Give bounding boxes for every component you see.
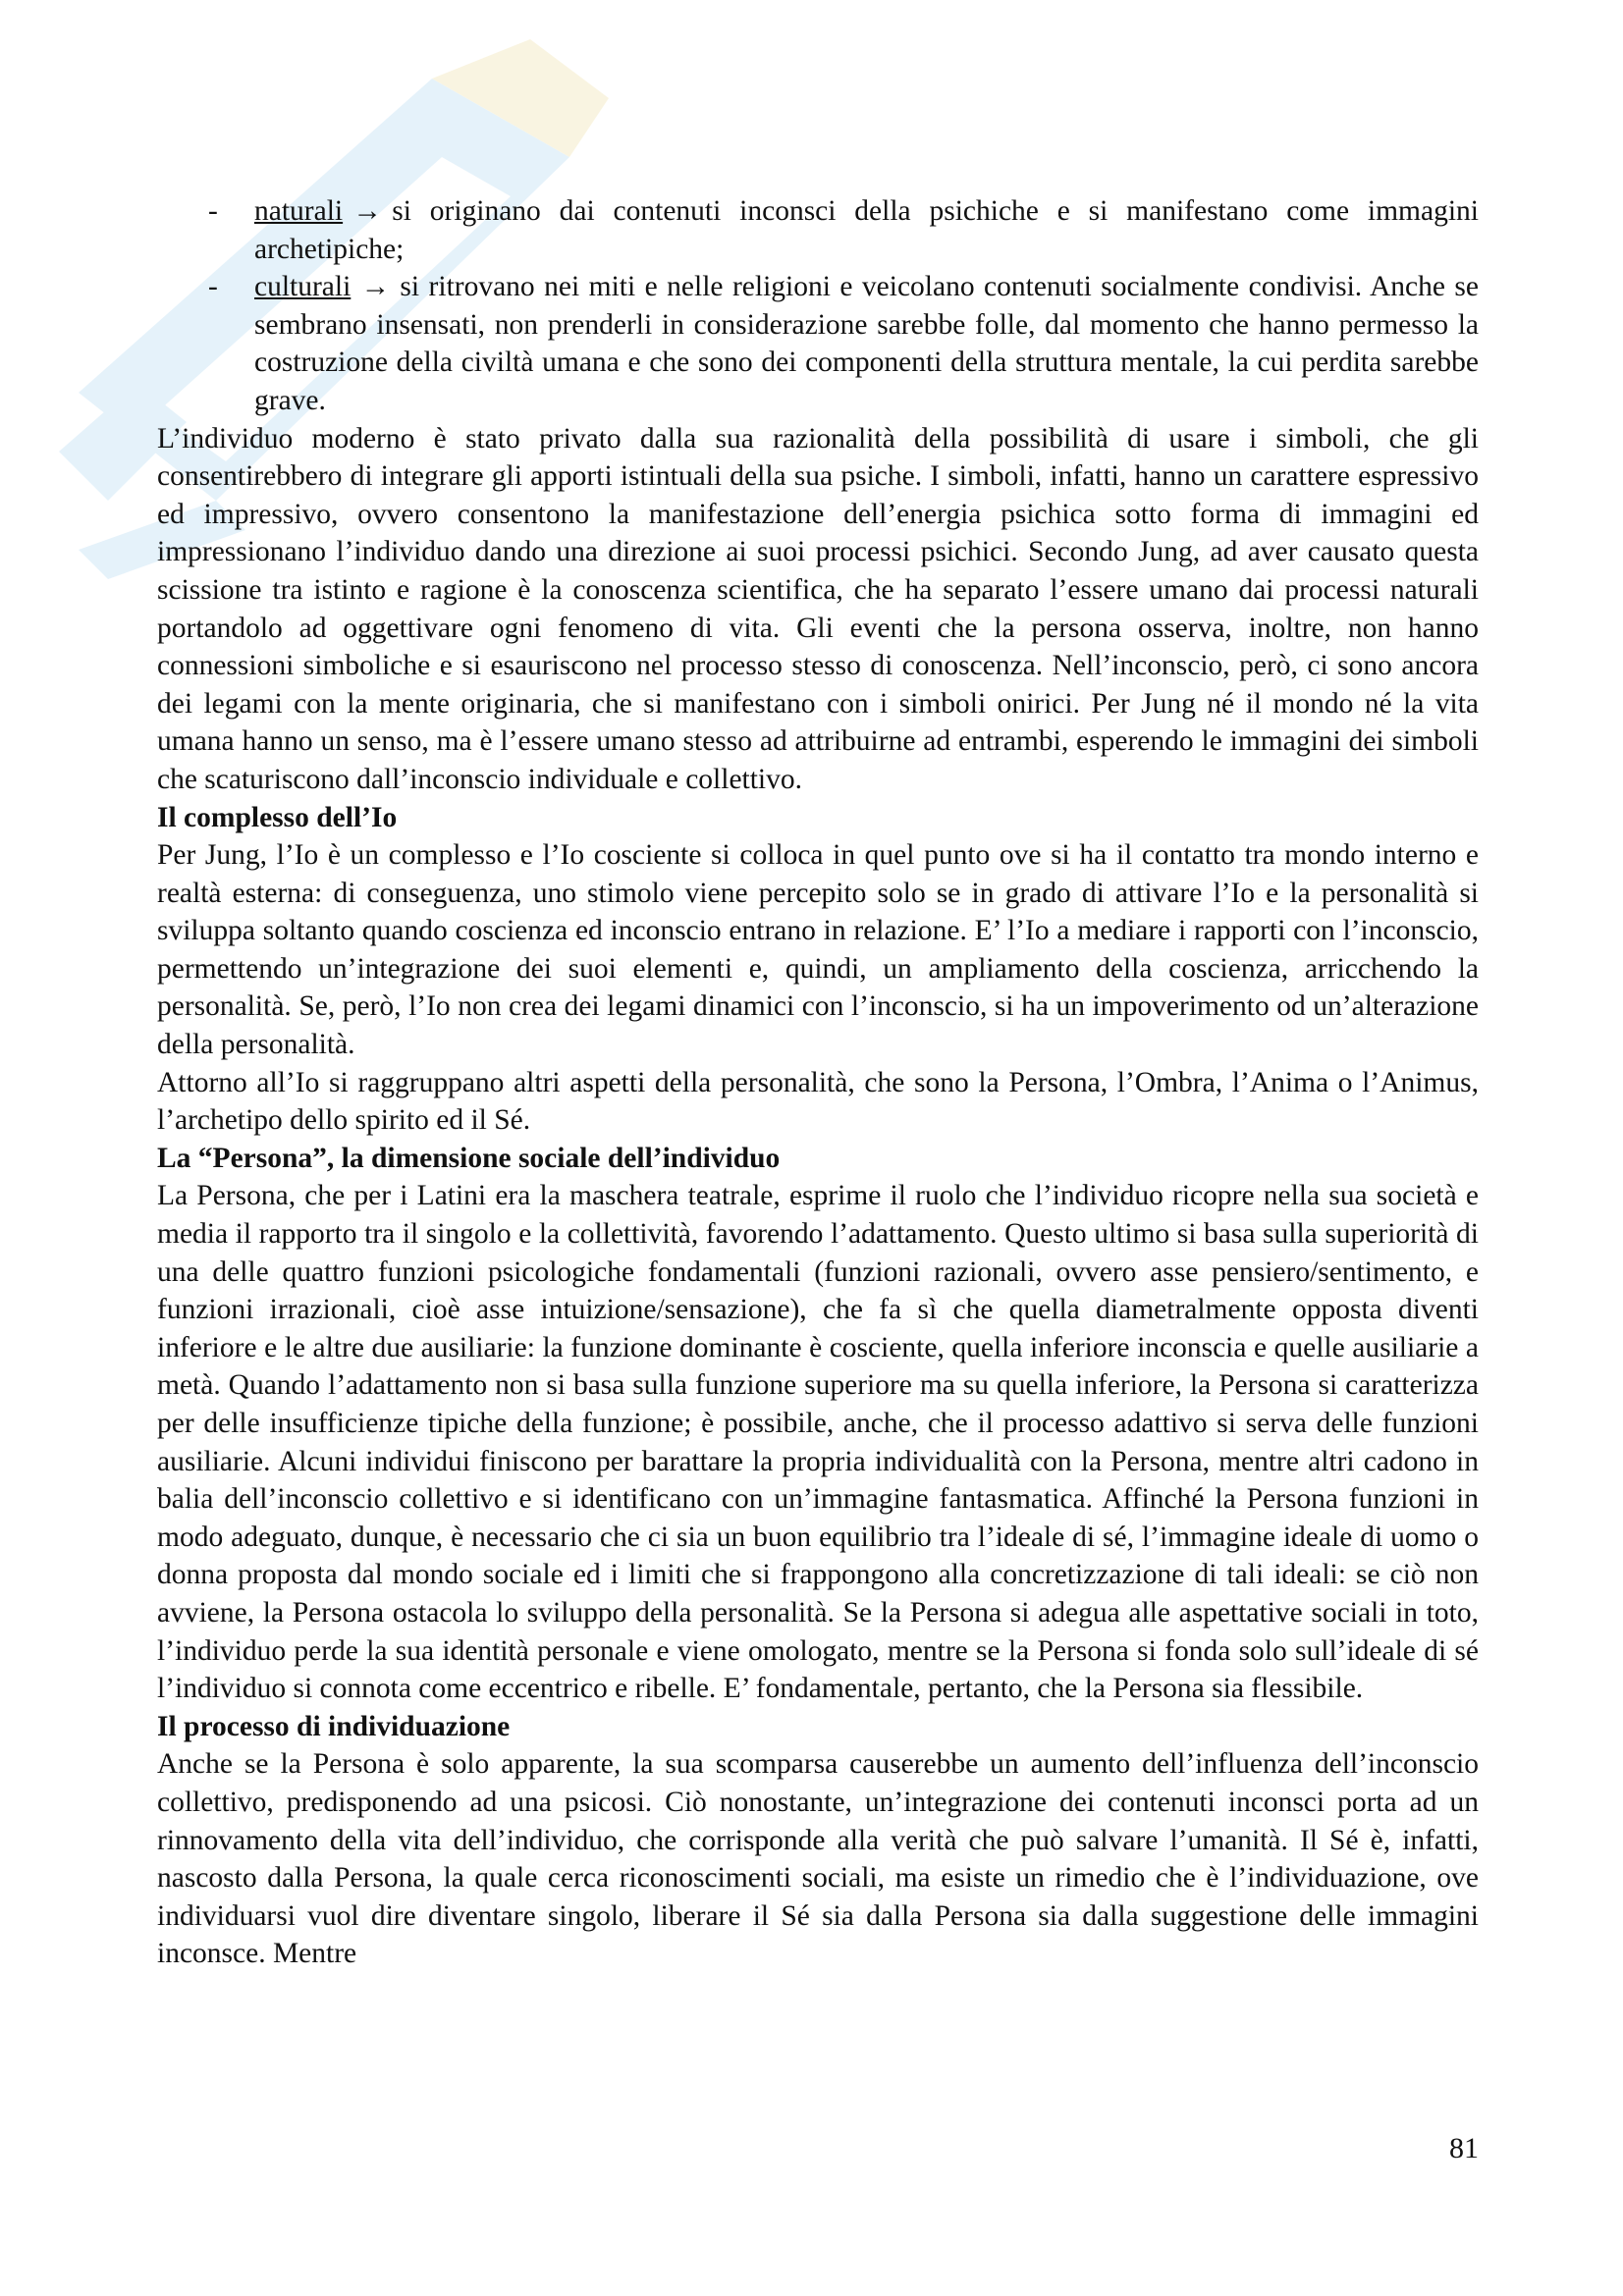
list-text: si originano dai contenuti inconsci della psichiche e si manifestano come immagini archetipiche;: [254, 195, 1479, 265]
list-item: [157, 192, 1479, 268]
arrow-right-icon: →: [360, 271, 391, 303]
bullet-dash: -: [208, 195, 218, 227]
arrow-right-icon: →: [352, 195, 382, 227]
heading-persona: La “Persona”, la dimensione sociale dell’individuo: [157, 1142, 781, 1174]
paragraph-persona: La Persona, che per i Latini era la maschera teatrale, esprime il ruolo che l’individuo ricopre nella sua società e media il rapporto tra il singolo e la collettività, favorendo l’adattamento. Questo ultimo si basa sulla superiorità di una delle quattro funzioni psicologiche fondamentali (funzioni razionali, ovvero asse pensiero/sentimento, e funzioni irrazionali, cioè asse intuizione/sensazione), che fa sì che quella diametralmente opposta diventi inferiore e le altre due ausiliarie: la funzione dominante è cosciente, quella inferiore inconscia e quelle ausiliarie a metà. Quando l’adattamento non si basa sulla funzione superiore ma su quella inferiore, la Persona si caratterizza per delle insufficienze tipiche della funzione; è possibile, anche, che il processo adattivo si serva delle funzioni ausiliarie. Alcuni individui finiscono per barattare la propria individualità con la Persona, mentre altri cadono in balia dell’inconscio collettivo e si identificano con un’immagine fantasmatica. Affinché la Persona funzioni in modo adeguato, dunque, è necessario che ci sia un buon equilibrio tra l’ideale di sé, l’immagine ideale di uomo o donna proposta dal mondo sociale ed i limiti che si frappongono alla concretizzazione di tali ideali: se ciò non avviene, la Persona ostacola lo sviluppo della personalità. Se la Persona si adegua alle aspettative sociali in toto, l’individuo perde la sua identità personale e viene omologato, mentre se la Persona si fonda solo sull’ideale di sé l’individuo si connota come eccentrico e ribelle. E’ fondamentale, pertanto, che la Persona sia flessibile.: [157, 1180, 1479, 1705]
heading-individuazione: Il processo di individuazione: [157, 1710, 511, 1742]
list-item: [157, 268, 1479, 419]
paragraph-io-1: Per Jung, l’Io è un complesso e l’Io cosciente si colloca in quel punto ove si ha il contatto tra mondo interno e realtà esterna: di conseguenza, uno stimolo viene percepito solo se in grado di attivare l’Io e la personalità si sviluppa soltanto quando coscienza ed inconscio entrano in relazione. E’ l’Io a mediare i rapporti con l’inconscio, permettendo un’integrazione dei suoi elementi e, quindi, un ampliamento della coscienza, arricchendo la personalità. Se, però, l’Io non crea dei legami dinamici con l’inconscio, si ha un impoverimento od un’alterazione della personalità.: [157, 839, 1479, 1061]
bullet-dash: -: [208, 271, 218, 303]
list-term: naturali: [254, 195, 344, 227]
document-body: [157, 192, 1479, 1973]
symbol-types-list: [157, 192, 1479, 420]
paragraph-intro: L’individuo moderno è stato privato dalla sua razionalità della possibilità di usare i simboli, che gli consentirebbero di integrare gli apporti istintuali della sua psiche. I simboli, infatti, hanno un carattere espressivo ed impressivo, ovvero consentono la manifestazione dell’energia psichica sotto forma di immagini ed impressionano l’individuo dando una direzione ai suoi processi psichici. Secondo Jung, ad aver causato questa scissione tra istinto e ragione è la conoscenza scientifica, che ha separato l’essere umano dai processi naturali portandolo ad oggettivare ogni fenomeno di vita. Gli eventi che la persona osserva, inoltre, non hanno connessioni simboliche e si esauriscono nel processo stesso di conoscenza. Nell’inconscio, però, ci sono ancora dei legami con la mente originaria, che si manifestano con i simboli onirici. Per Jung né il mondo né la vita umana hanno un senso, ma è l’essere umano stesso ad attribuirne ad entrambi, esperendo le immagini dei simboli che scaturiscono dall’inconscio individuale e collettivo.: [157, 422, 1479, 795]
heading-io: Il complesso dell’Io: [157, 801, 398, 833]
paragraph-individuazione: Anche se la Persona è solo apparente, la sua scomparsa causerebbe un aumento dell’influenza dell’inconscio collettivo, predisponendo ad una psicosi. Ciò nonostante, un’integrazione dei contenuti inconsci porta ad un rinnovamento della vita dell’individuo, che corrisponde alla verità che può salvare l’umanità. Il Sé è, infatti, nascosto dalla Persona, la quale cerca riconoscimenti sociali, ma esiste un rimedio che è l’individuazione, ove individuarsi vuol dire diventare singolo, liberare il Sé sia dalla Persona sia dalla suggestione delle immagini inconsce. Mentre: [157, 1748, 1479, 1970]
paragraph-io-2: Attorno all’Io si raggruppano altri aspetti della personalità, che sono la Persona, l’Ombra, l’Anima o l’Animus, l’archetipo dello spirito ed il Sé.: [157, 1066, 1479, 1137]
page-number: 81: [1449, 2132, 1479, 2164]
list-text: si ritrovano nei miti e nelle religioni e veicolano contenuti socialmente condivisi. Anche se sembrano insensati, non prenderli in considerazione sarebbe folle, dal momento che hanno permesso la costruzione della civiltà umana e che sono dei componenti della struttura mentale, la cui perdita sarebbe grave.: [254, 271, 1479, 416]
list-term: culturali: [254, 271, 352, 303]
